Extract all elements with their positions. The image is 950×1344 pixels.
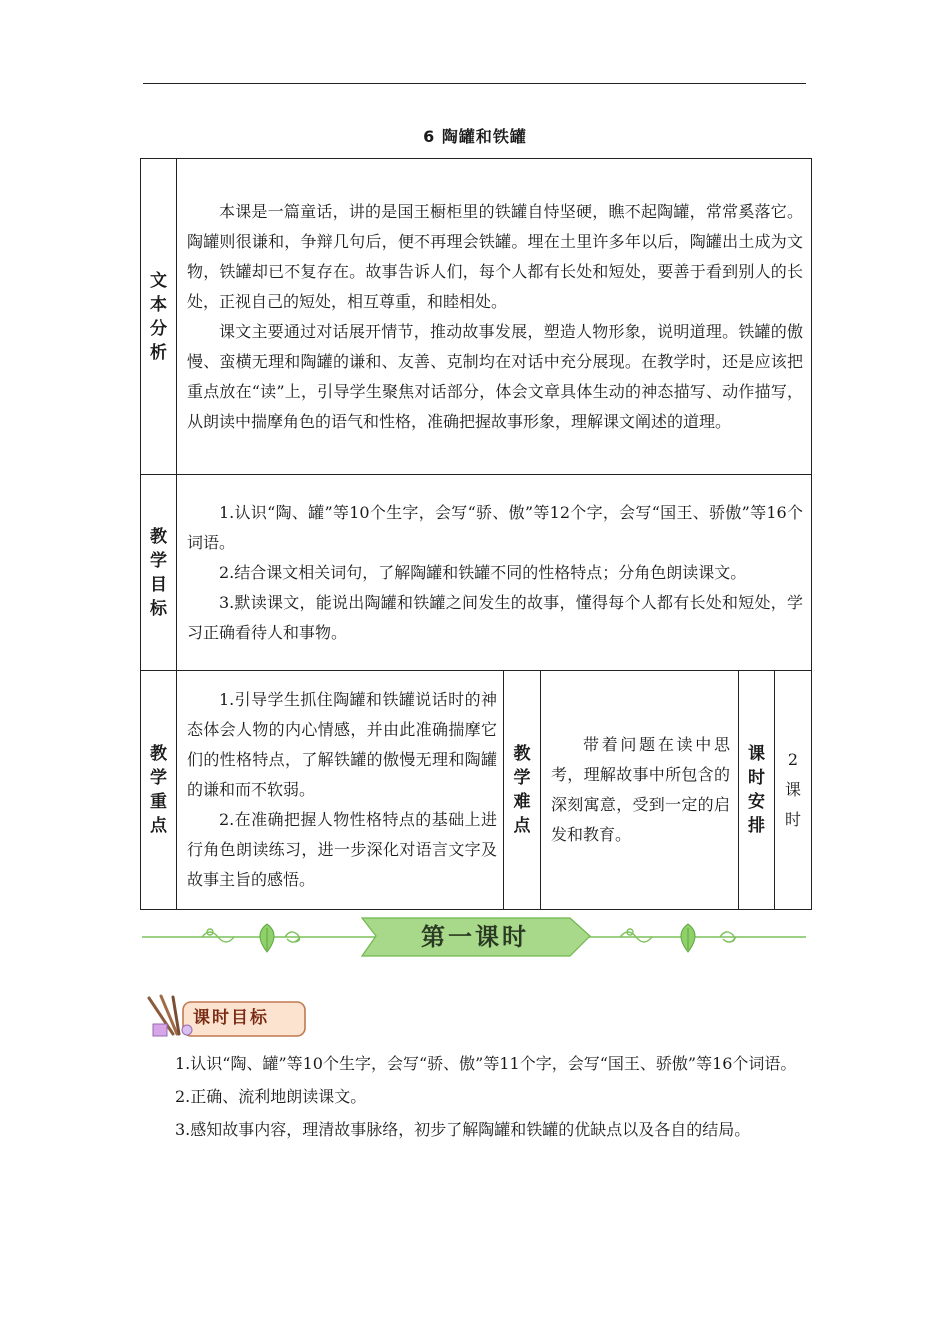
schedule-heading: 课 时 安 排 — [739, 671, 775, 910]
page-title: 6 陶罐和铁罐 — [423, 127, 527, 146]
section-banner-label: 第一课时 — [421, 923, 529, 951]
lesson-goal-item: 3.感知故事内容，理清故事脉络，初步了解陶罐和铁罐的优缺点以及各自的结局。 — [175, 1120, 751, 1139]
keypoints-heading: 教 学 重 点 — [141, 671, 177, 910]
difficulties-text: 带着问题在读中思考，理解故事中所包含的深刻寓意，受到一定的启发和教育。 — [541, 671, 739, 910]
lesson-goals-badge-label: 课时目标 — [193, 1008, 269, 1028]
schedule-value: 2 课 时 — [775, 671, 812, 910]
analysis-paragraph: 课文主要通过对话展开情节，推动故事发展，塑造人物形象，说明道理。铁罐的傲慢、蛮横无理和陶罐的谦和、友善、克制均在对话中充分展现。在教学时，还是应该把重点放在“读”上，引导学生聚焦对话部分，体会文章具体生动的神态描写、动作描写，从朗读中揣摩角色的语气和性格，准确把握故事形象，理解课文阐述的道理。 — [187, 321, 804, 431]
objective-item: 2.结合课文相关词句，了解陶罐和铁罐不同的性格特点；分角色朗读课文。 — [219, 562, 747, 582]
objective-item: 3.默读课文，能说出陶罐和铁罐之间发生的故事，懂得每个人都有长处和短处，学习正确看待人和事物。 — [187, 592, 804, 642]
analysis-heading: 文 本 分 析 — [141, 159, 177, 475]
keypoints-row — [141, 671, 812, 910]
header-rule — [143, 83, 806, 84]
lesson-goal-item: 1.认识“陶、罐”等10个生字，会写“骄、傲”等11个字，会写“国王、骄傲”等16个词语。 — [175, 1054, 797, 1073]
keypoints-text — [177, 671, 504, 910]
objectives-heading: 教 学 目 标 — [141, 475, 177, 671]
analysis-text — [177, 159, 812, 475]
lesson-goals-list — [143, 1048, 808, 1147]
vine-ornament-right — [620, 929, 736, 942]
analysis-row — [141, 159, 812, 475]
objectives-text — [177, 475, 812, 671]
objectives-row — [141, 475, 812, 671]
keypoint-item: 1.引导学生抓住陶罐和铁罐说话时的神态体会人物的内心情感，并由此准确揣摩它们的性格特点，了解铁罐的傲慢无理和陶罐的谦和而不软弱。 — [187, 690, 497, 799]
lesson-goal-item: 2.正确、流利地朗读课文。 — [175, 1087, 367, 1106]
keypoint-item: 2.在准确把握人物性格特点的基础上进行角色朗读练习，进一步深化对语言文字及故事主旨的感悟。 — [187, 810, 497, 889]
objective-item: 1.认识“陶、罐”等10个生字，会写“骄、傲”等12个字，会写“国王、骄傲”等16个词语。 — [187, 502, 804, 552]
lesson-plan-table — [140, 158, 812, 910]
difficulties-heading: 教 学 难 点 — [504, 671, 541, 910]
analysis-paragraph: 本课是一篇童话，讲的是国王橱柜里的铁罐自恃坚硬，瞧不起陶罐，常常奚落它。陶罐则很谦和，争辩几句后，便不再理会铁罐。埋在土里许多年以后，陶罐出土成为文物，铁罐却已不复存在。故事告诉人们，每个人都有长处和短处，要善于看到别人的长处，正视自己的短处，相互尊重，和睦相处。 — [187, 201, 804, 311]
vine-ornament-left — [202, 929, 300, 942]
